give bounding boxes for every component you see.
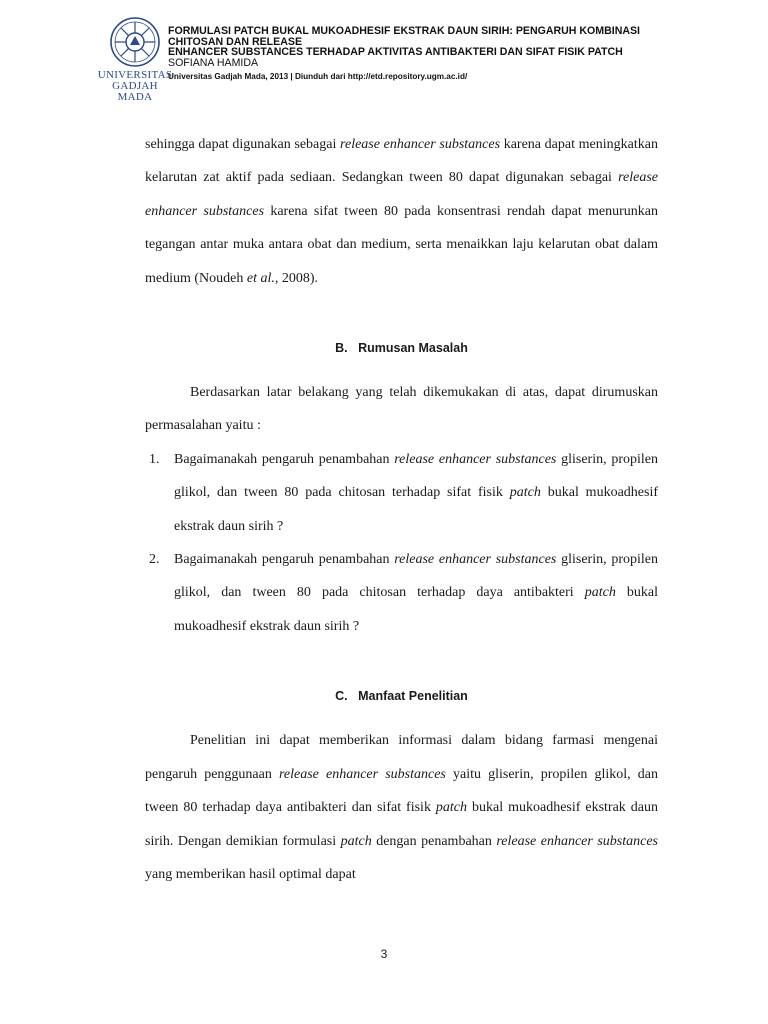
italic-term: release enhancer substances <box>340 137 501 152</box>
problem-list <box>145 443 658 643</box>
italic-term: release enhancer substances <box>394 451 557 467</box>
paragraph-manfaat: Penelitian ini dapat memberikan informasi dalam bidang farmasi mengenai pengaruh penggunaan release enhancer substances yaitu gliserin, propilen glikol, dan tween 80 terhadap daya antibakteri dan sifat fisik patch bukal mukoadhesif ekstrak daun sirih. Dengan demikian formulasi patch dengan penambahan release enhancer substances yang memberikan hasil optimal dapat <box>145 733 658 882</box>
problem-item-1-number: 1. <box>149 451 160 467</box>
paragraph-release-enhancer: sehingga dapat digunakan sebagai release enhancer substances karena dapat meningkatkan kelarutan zat aktif pada sediaan. Sedangkan tween 80 dapat digunakan sebagai release enhancer substances karena sifat tween 80 pada konsentrasi rendah dapat menurunkan tegangan antar muka antara obat dan medium, serta menaikkan laju kelarutan obat dalam medium (Noudeh et al., 2008). <box>145 137 658 286</box>
logo-text-gadjah-mada: GADJAH MADA <box>112 80 158 103</box>
italic-term: patch <box>435 800 468 816</box>
italic-term: patch <box>340 833 372 849</box>
header-author: SOFIANA HAMIDA <box>168 56 259 69</box>
page-header <box>0 0 768 103</box>
italic-term: et al., <box>246 270 279 286</box>
header-title-line-2: CHITOSAN DAN RELEASE <box>168 35 303 48</box>
heading-rumusan-masalah: B. Rumusan Masalah <box>335 341 468 356</box>
heading-manfaat-penelitian: C. Manfaat Penelitian <box>335 689 468 704</box>
ugm-emblem-icon <box>108 16 162 68</box>
header-text <box>168 26 738 83</box>
problem-item-1 <box>145 443 658 543</box>
header-title-line-3: ENHANCER SUBSTANCES TERHADAP AKTIVITAS ANTIBAKTERI DAN SIFAT FISIK PATCH <box>168 46 623 58</box>
italic-term: release enhancer substances <box>394 552 557 568</box>
page-number: 3 <box>380 947 388 961</box>
italic-term: patch <box>509 485 541 501</box>
italic-term: release enhancer substances <box>278 766 446 782</box>
problem-item-1-text: Bagaimanakah pengaruh penambahan release enhancer substances gliserin, propilen glikol, dan tween 80 pada chitosan terhadap sifat fisik patch bukal mukoadhesif ekstrak daun sirih ? <box>174 451 659 534</box>
problem-item-2 <box>145 543 658 643</box>
italic-term: release enhancer substances <box>145 170 658 219</box>
paragraph-rumusan-intro: Berdasarkan latar belakang yang telah dikemukakan di atas, dapat dirumuskan permasalahan yaitu : <box>145 385 658 434</box>
italic-term: patch <box>584 585 616 601</box>
problem-item-2-text: Bagaimanakah pengaruh penambahan release enhancer substances gliserin, propilen glikol, dan tween 80 pada chitosan terhadap daya antibakteri patch bukal mukoadhesif ekstrak daun sirih ? <box>174 552 658 634</box>
header-title-line-1: FORMULASI PATCH BUKAL MUKOADHESIF EKSTRAK DAUN SIRIH: PENGARUH KOMBINASI <box>168 25 641 37</box>
italic-term: release enhancer substances <box>496 833 658 849</box>
problem-item-2-number: 2. <box>149 552 160 568</box>
university-logo <box>96 16 174 103</box>
logo-text-universitas: UNIVERSITAS <box>97 69 173 81</box>
header-source: Universitas Gadjah Mada, 2013 | Diunduh dari http://etd.repository.ugm.ac.id/ <box>168 72 468 81</box>
page-content <box>145 128 658 891</box>
